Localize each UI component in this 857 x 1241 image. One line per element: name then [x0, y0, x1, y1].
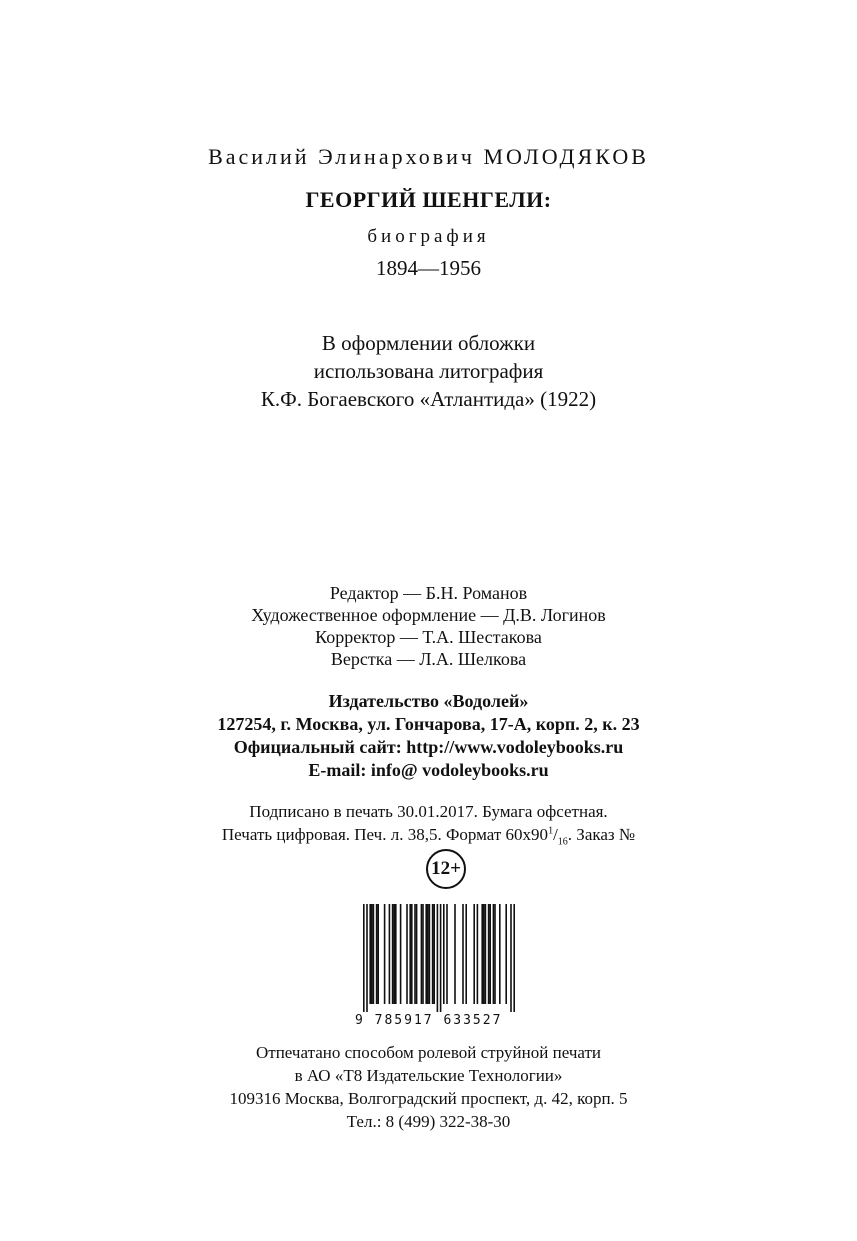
barcode-bar [499, 904, 501, 1004]
barcode-bar [400, 904, 402, 1004]
book-years: 1894—1956 [376, 256, 481, 280]
barcode-bar [440, 904, 442, 1012]
barcode-bar [377, 904, 379, 1004]
barcode-bar [488, 904, 490, 1004]
print-info-line: Подписано в печать 30.01.2017. Бумага офсетная. [249, 802, 608, 821]
barcode-bar [462, 904, 464, 1004]
cover-note-line: использована литография [313, 359, 544, 383]
print-info-line [0, 823, 857, 846]
barcode-bar [429, 904, 431, 1004]
format-numerator: 1 [548, 825, 554, 837]
barcode-bar [411, 904, 413, 1004]
barcode-bar [392, 904, 394, 1004]
barcode-bar [437, 904, 439, 1012]
barcode-bar [477, 904, 479, 1004]
credit-art: Художественное оформление — Д.В. Логинов [251, 605, 606, 625]
barcode-bar [376, 904, 378, 1004]
barcode-bar [505, 904, 507, 1004]
barcode-bar [481, 904, 483, 1004]
barcode-bar [406, 904, 408, 1004]
barcode-bar [465, 904, 467, 1004]
print-info-block [0, 800, 857, 846]
barcode-bar [489, 904, 491, 1004]
barcode-bar [384, 904, 386, 1004]
book-subtitle: биография [367, 226, 490, 247]
author-name [0, 143, 857, 171]
publisher-site: Официальный сайт: http://www.vodoleybooks.ru [233, 737, 624, 757]
format-slash: / [553, 825, 558, 844]
author-given-names: Василий Элинархович [208, 144, 475, 169]
barcode-bar [493, 904, 495, 1004]
barcode-bar [454, 904, 456, 1004]
format-denominator: 16 [557, 836, 568, 848]
barcode-bar [414, 904, 416, 1004]
credit-editor: Редактор — Б.Н. Романов [329, 583, 528, 603]
barcode-bar [389, 904, 391, 1004]
barcode-bar [409, 904, 411, 1004]
printer-line: Тел.: 8 (499) 322-38-30 [346, 1112, 511, 1131]
age-rating-badge: 12+ [426, 849, 466, 889]
barcode-bar [513, 904, 515, 1012]
barcode-bar [510, 904, 512, 1012]
barcode-bar [371, 904, 373, 1004]
barcode-bar [483, 904, 485, 1004]
publisher-name: Издательство «Водолей» [328, 691, 529, 711]
cover-note-line: К.Ф. Богаевского «Атлантида» (1922) [260, 387, 597, 411]
barcode-bar [443, 904, 445, 1004]
barcode-bar [427, 904, 429, 1004]
print-info-format: Печать цифровая. Печ. л. 38,5. Формат 60x90 [221, 825, 549, 844]
barcode-bar [425, 904, 427, 1004]
barcode-bar [363, 904, 365, 1012]
barcode-bar [485, 904, 487, 1004]
printer-line: в АО «Т8 Издательские Технологии» [294, 1066, 563, 1085]
publisher-address: 127254, г. Москва, ул. Гончарова, 17-А, корп. 2, к. 23 [217, 714, 640, 734]
barcode-icon [353, 904, 521, 1012]
barcode-bar [395, 904, 397, 1004]
barcode-bar [369, 904, 371, 1004]
barcode-bar [422, 904, 424, 1004]
barcode-digits: 9 785917 633527 [355, 1013, 503, 1028]
barcode-bar [473, 904, 475, 1004]
printer-line: 109316 Москва, Волгоградский проспект, д. 42, корп. 5 [229, 1089, 628, 1108]
barcode-bar [416, 904, 418, 1004]
author-surname: МОЛОДЯКОВ [483, 144, 649, 169]
credit-proofreader: Корректор — Т.А. Шестакова [315, 627, 542, 647]
credits-block [0, 582, 857, 670]
barcode-bar [446, 904, 448, 1004]
barcode-bar [366, 904, 368, 1012]
printer-block [0, 1041, 857, 1133]
cover-note [0, 329, 857, 413]
publisher-email: E-mail: info@ vodoleybooks.ru [308, 760, 549, 780]
isbn-barcode [353, 904, 521, 1030]
barcode-bar [433, 904, 435, 1004]
book-title: ГЕОРГИЙ ШЕНГЕЛИ: [305, 187, 552, 212]
barcode-bar [421, 904, 423, 1004]
barcode-bar [432, 904, 434, 1004]
cover-note-line: В оформлении обложки [321, 331, 536, 355]
printer-line: Отпечатано способом ролевой струйной печати [255, 1043, 602, 1062]
barcode-bar [393, 904, 395, 1004]
barcode-bar [373, 904, 375, 1004]
publisher-block [0, 690, 857, 782]
barcode-bar [494, 904, 496, 1004]
print-info-order: . Заказ № [567, 825, 636, 844]
credit-layout: Верстка — Л.А. Шелкова [330, 649, 527, 669]
